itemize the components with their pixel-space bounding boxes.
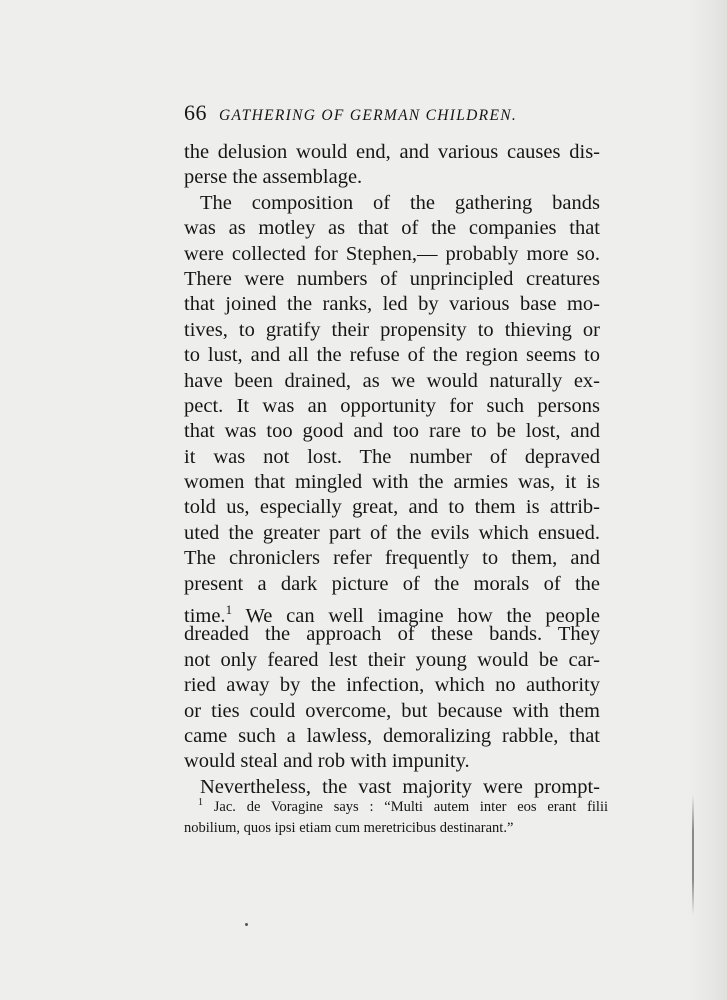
- text-fragment: We can well imagine how the people: [245, 604, 600, 627]
- text-line: uted the greater part of the evils which ensued.: [184, 521, 600, 544]
- text-fragment: time.: [184, 604, 226, 627]
- footnote-line: nobilium, quos ipsi etiam cum meretricibus destinarant.”: [184, 819, 514, 836]
- text-line: perse the assemblage.: [184, 166, 363, 189]
- footnote-reference[interactable]: 1: [225, 602, 233, 618]
- footnotes: [184, 792, 608, 839]
- footnote-line: [184, 792, 608, 818]
- text-line: dreaded the approach of these bands. They: [184, 623, 600, 646]
- page-header: [184, 100, 604, 126]
- text-line: that joined the ranks, led by various base mo-: [184, 293, 600, 316]
- text-line: not only feared lest their young would be car-: [184, 648, 600, 671]
- text-line: was as motley as that of the companies that: [184, 217, 600, 240]
- text-line: tives, to gratify their propensity to thieving or: [184, 318, 600, 341]
- text-line: that was too good and too rare to be lost, and: [184, 420, 600, 443]
- text-line: or ties could overcome, but because with them: [184, 699, 600, 722]
- text-line: There were numbers of unprincipled creatures: [184, 267, 600, 290]
- text-line: women that mingled with the armies was, it is: [184, 471, 600, 494]
- footnote-text: Jac. de Voragine says : “Multi autem inter eos erant filii: [213, 798, 609, 815]
- paper-speck: [245, 923, 248, 926]
- text-line: present a dark picture of the morals of the: [184, 572, 600, 595]
- page-number: 66: [184, 100, 207, 125]
- text-line: ried away by the infection, which no authority: [184, 674, 600, 697]
- text-line: were collected for Stephen,— probably more so.: [184, 242, 600, 265]
- footnote-marker: 1: [198, 797, 203, 808]
- text-line: have been drained, as we would naturally ex-: [184, 369, 600, 392]
- text-line: to lust, and all the refuse of the region seems to: [184, 344, 600, 367]
- text-line-with-footnote: [184, 597, 600, 627]
- text-line: The chroniclers refer frequently to them, and: [184, 547, 600, 570]
- page-edge-mark: [692, 795, 694, 915]
- text-line: would steal and rob with impunity.: [184, 750, 470, 773]
- running-head: GATHERING OF GERMAN CHILDREN.: [219, 107, 518, 124]
- text-line: Nevertheless, the vast majority were prompt-: [200, 775, 600, 798]
- text-line: The composition of the gathering bands: [200, 191, 600, 214]
- text-line: came such a lawless, demoralizing rabble, that: [184, 724, 600, 747]
- text-line: pect. It was an opportunity for such persons: [184, 394, 600, 417]
- text-line: told us, especially great, and to them is attrib-: [184, 496, 600, 519]
- text-line: the delusion would end, and various causes dis-: [184, 141, 600, 163]
- text-line: it was not lost. The number of depraved: [184, 445, 600, 468]
- body-text: [184, 140, 600, 800]
